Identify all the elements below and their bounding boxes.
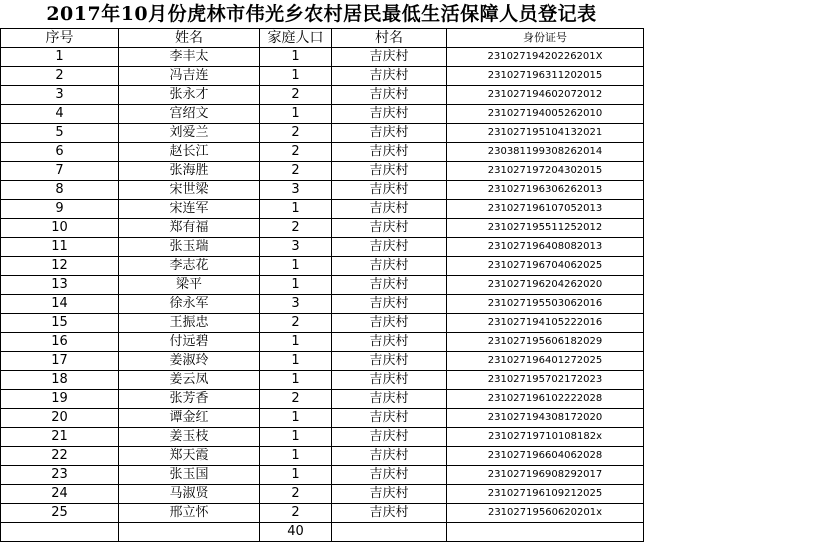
cell-family[interactable]: 1 bbox=[260, 276, 332, 295]
cell-id[interactable]: 231027195104132021 bbox=[447, 124, 644, 143]
registry-table bbox=[0, 28, 644, 542]
cell-village[interactable]: 吉庆村 bbox=[332, 485, 447, 504]
cell-name[interactable]: 郑有福 bbox=[119, 219, 260, 238]
cell-family[interactable]: 1 bbox=[260, 466, 332, 485]
cell-name[interactable]: 郑天霞 bbox=[119, 447, 260, 466]
cell-village[interactable]: 吉庆村 bbox=[332, 276, 447, 295]
cell-id[interactable]: 230381199308262014 bbox=[447, 143, 644, 162]
cell-family[interactable]: 2 bbox=[260, 124, 332, 143]
cell-village[interactable]: 吉庆村 bbox=[332, 124, 447, 143]
cell-village[interactable]: 吉庆村 bbox=[332, 143, 447, 162]
cell-name[interactable]: 赵长江 bbox=[119, 143, 260, 162]
cell-family[interactable]: 2 bbox=[260, 219, 332, 238]
cell-id[interactable]: 231027195606182029 bbox=[447, 333, 644, 352]
cell-name[interactable]: 李志花 bbox=[119, 257, 260, 276]
cell-id[interactable]: 231027196908292017 bbox=[447, 466, 644, 485]
cell-seq[interactable]: 3 bbox=[1, 86, 119, 105]
table-row bbox=[1, 200, 644, 219]
cell-family[interactable]: 3 bbox=[260, 295, 332, 314]
cell-seq[interactable]: 15 bbox=[1, 314, 119, 333]
header-id[interactable]: 身份证号 bbox=[447, 29, 644, 48]
total-seq-cell[interactable] bbox=[1, 523, 119, 542]
cell-name[interactable]: 冯吉连 bbox=[119, 67, 260, 86]
cell-name[interactable]: 谭金红 bbox=[119, 409, 260, 428]
cell-village[interactable]: 吉庆村 bbox=[332, 466, 447, 485]
cell-id[interactable]: 231027194308172020 bbox=[447, 409, 644, 428]
cell-name[interactable]: 张玉瑞 bbox=[119, 238, 260, 257]
cell-seq[interactable]: 18 bbox=[1, 371, 119, 390]
cell-seq[interactable]: 1 bbox=[1, 48, 119, 67]
cell-name[interactable]: 邢立怀 bbox=[119, 504, 260, 523]
cell-id[interactable]: 231027195702172023 bbox=[447, 371, 644, 390]
table-row bbox=[1, 219, 644, 238]
cell-name[interactable]: 张玉国 bbox=[119, 466, 260, 485]
cell-name[interactable]: 梁平 bbox=[119, 276, 260, 295]
cell-seq[interactable]: 4 bbox=[1, 105, 119, 124]
header-seq[interactable]: 序号 bbox=[1, 29, 119, 48]
cell-name[interactable]: 姜淑玲 bbox=[119, 352, 260, 371]
cell-id[interactable]: 231027196107052013 bbox=[447, 200, 644, 219]
cell-village[interactable]: 吉庆村 bbox=[332, 257, 447, 276]
cell-village[interactable]: 吉庆村 bbox=[332, 105, 447, 124]
table-body bbox=[1, 48, 644, 523]
table-row bbox=[1, 485, 644, 504]
cell-family[interactable]: 2 bbox=[260, 504, 332, 523]
cell-seq[interactable]: 7 bbox=[1, 162, 119, 181]
cell-village[interactable]: 吉庆村 bbox=[332, 314, 447, 333]
cell-name[interactable]: 马淑贤 bbox=[119, 485, 260, 504]
table-row bbox=[1, 48, 644, 67]
cell-seq[interactable]: 16 bbox=[1, 333, 119, 352]
cell-seq[interactable]: 20 bbox=[1, 409, 119, 428]
cell-id[interactable]: 231027196604062028 bbox=[447, 447, 644, 466]
cell-seq[interactable]: 21 bbox=[1, 428, 119, 447]
cell-name[interactable]: 张芳香 bbox=[119, 390, 260, 409]
cell-village[interactable]: 吉庆村 bbox=[332, 333, 447, 352]
table-row bbox=[1, 276, 644, 295]
cell-name[interactable]: 姜玉枝 bbox=[119, 428, 260, 447]
cell-family[interactable]: 3 bbox=[260, 238, 332, 257]
cell-id[interactable]: 23102719420226201X bbox=[447, 48, 644, 67]
cell-id[interactable]: 231027196704062025 bbox=[447, 257, 644, 276]
cell-name[interactable]: 付远碧 bbox=[119, 333, 260, 352]
cell-id[interactable]: 231027196306262013 bbox=[447, 181, 644, 200]
cell-id[interactable]: 231027197204302015 bbox=[447, 162, 644, 181]
cell-id[interactable]: 23102719560620201x bbox=[447, 504, 644, 523]
cell-id[interactable]: 231027194005262010 bbox=[447, 105, 644, 124]
cell-village[interactable]: 吉庆村 bbox=[332, 86, 447, 105]
cell-seq[interactable]: 12 bbox=[1, 257, 119, 276]
cell-family[interactable]: 1 bbox=[260, 257, 332, 276]
cell-village[interactable]: 吉庆村 bbox=[332, 181, 447, 200]
cell-village[interactable]: 吉庆村 bbox=[332, 409, 447, 428]
cell-village[interactable]: 吉庆村 bbox=[332, 48, 447, 67]
cell-seq[interactable]: 2 bbox=[1, 67, 119, 86]
cell-id[interactable]: 23102719710108182x bbox=[447, 428, 644, 447]
cell-family[interactable]: 1 bbox=[260, 409, 332, 428]
cell-id[interactable]: 231027196102222028 bbox=[447, 390, 644, 409]
cell-id[interactable]: 231027196109212025 bbox=[447, 485, 644, 504]
table-row bbox=[1, 143, 644, 162]
table-row bbox=[1, 409, 644, 428]
cell-family[interactable]: 1 bbox=[260, 200, 332, 219]
cell-village[interactable]: 吉庆村 bbox=[332, 390, 447, 409]
cell-seq[interactable]: 6 bbox=[1, 143, 119, 162]
cell-seq[interactable]: 19 bbox=[1, 390, 119, 409]
cell-family[interactable]: 1 bbox=[260, 371, 332, 390]
cell-family[interactable]: 2 bbox=[260, 485, 332, 504]
cell-family[interactable]: 1 bbox=[260, 352, 332, 371]
cell-id[interactable]: 231027195511252012 bbox=[447, 219, 644, 238]
cell-village[interactable]: 吉庆村 bbox=[332, 447, 447, 466]
table-row bbox=[1, 371, 644, 390]
cell-seq[interactable]: 10 bbox=[1, 219, 119, 238]
cell-id[interactable]: 231027194602072012 bbox=[447, 86, 644, 105]
total-id-cell[interactable] bbox=[447, 523, 644, 542]
table-row bbox=[1, 257, 644, 276]
header-name[interactable]: 姓名 bbox=[119, 29, 260, 48]
cell-seq[interactable]: 13 bbox=[1, 276, 119, 295]
cell-name[interactable]: 张海胜 bbox=[119, 162, 260, 181]
cell-seq[interactable]: 25 bbox=[1, 504, 119, 523]
table-row bbox=[1, 390, 644, 409]
table-row bbox=[1, 428, 644, 447]
cell-seq[interactable]: 14 bbox=[1, 295, 119, 314]
cell-name[interactable]: 徐永军 bbox=[119, 295, 260, 314]
cell-village[interactable]: 吉庆村 bbox=[332, 238, 447, 257]
header-family[interactable]: 家庭人口 bbox=[260, 29, 332, 48]
cell-name[interactable]: 宋世梁 bbox=[119, 181, 260, 200]
cell-seq[interactable]: 24 bbox=[1, 485, 119, 504]
cell-village[interactable]: 吉庆村 bbox=[332, 352, 447, 371]
total-name-cell[interactable] bbox=[119, 523, 260, 542]
cell-id[interactable]: 231027196311202015 bbox=[447, 67, 644, 86]
cell-seq[interactable]: 11 bbox=[1, 238, 119, 257]
cell-seq[interactable]: 8 bbox=[1, 181, 119, 200]
cell-seq[interactable]: 22 bbox=[1, 447, 119, 466]
cell-name[interactable]: 李丰太 bbox=[119, 48, 260, 67]
cell-village[interactable]: 吉庆村 bbox=[332, 67, 447, 86]
cell-village[interactable]: 吉庆村 bbox=[332, 504, 447, 523]
header-row bbox=[1, 29, 644, 48]
table-row bbox=[1, 181, 644, 200]
cell-seq[interactable]: 5 bbox=[1, 124, 119, 143]
table-row bbox=[1, 105, 644, 124]
cell-family[interactable]: 2 bbox=[260, 86, 332, 105]
table-row bbox=[1, 238, 644, 257]
table-row bbox=[1, 86, 644, 105]
cell-family[interactable]: 3 bbox=[260, 181, 332, 200]
cell-village[interactable]: 吉庆村 bbox=[332, 162, 447, 181]
cell-name[interactable]: 宫绍文 bbox=[119, 105, 260, 124]
table-row bbox=[1, 504, 644, 523]
cell-id[interactable]: 231027196204262020 bbox=[447, 276, 644, 295]
cell-id[interactable]: 231027194105222016 bbox=[447, 314, 644, 333]
cell-family[interactable]: 1 bbox=[260, 333, 332, 352]
table-row bbox=[1, 466, 644, 485]
table-row bbox=[1, 162, 644, 181]
table-row bbox=[1, 352, 644, 371]
cell-family[interactable]: 2 bbox=[260, 390, 332, 409]
table-row bbox=[1, 124, 644, 143]
cell-family[interactable]: 2 bbox=[260, 162, 332, 181]
header-village[interactable]: 村名 bbox=[332, 29, 447, 48]
cell-family[interactable]: 1 bbox=[260, 48, 332, 67]
cell-name[interactable]: 姜云凤 bbox=[119, 371, 260, 390]
table-row bbox=[1, 333, 644, 352]
cell-village[interactable]: 吉庆村 bbox=[332, 295, 447, 314]
cell-family[interactable]: 1 bbox=[260, 447, 332, 466]
table-row bbox=[1, 314, 644, 333]
cell-name[interactable]: 张永才 bbox=[119, 86, 260, 105]
cell-village[interactable]: 吉庆村 bbox=[332, 371, 447, 390]
cell-village[interactable]: 吉庆村 bbox=[332, 200, 447, 219]
cell-family[interactable]: 1 bbox=[260, 428, 332, 447]
cell-family[interactable]: 2 bbox=[260, 314, 332, 333]
cell-seq[interactable]: 9 bbox=[1, 200, 119, 219]
cell-id[interactable]: 231027195503062016 bbox=[447, 295, 644, 314]
cell-village[interactable]: 吉庆村 bbox=[332, 219, 447, 238]
cell-seq[interactable]: 17 bbox=[1, 352, 119, 371]
cell-family[interactable]: 1 bbox=[260, 105, 332, 124]
cell-name[interactable]: 王振忠 bbox=[119, 314, 260, 333]
table-row bbox=[1, 295, 644, 314]
cell-name[interactable]: 宋连军 bbox=[119, 200, 260, 219]
cell-family[interactable]: 1 bbox=[260, 67, 332, 86]
table-row bbox=[1, 67, 644, 86]
total-row bbox=[1, 523, 644, 542]
sheet-title: 2017年10月份虎林市伟光乡农村居民最低生活保障人员登记表 bbox=[46, 3, 597, 25]
cell-seq[interactable]: 23 bbox=[1, 466, 119, 485]
cell-id[interactable]: 231027196408082013 bbox=[447, 238, 644, 257]
cell-name[interactable]: 刘爱兰 bbox=[119, 124, 260, 143]
table-row bbox=[1, 447, 644, 466]
cell-id[interactable]: 231027196401272025 bbox=[447, 352, 644, 371]
cell-village[interactable]: 吉庆村 bbox=[332, 428, 447, 447]
cell-family[interactable]: 2 bbox=[260, 143, 332, 162]
total-family-cell[interactable]: 40 bbox=[260, 523, 332, 542]
total-village-cell[interactable] bbox=[332, 523, 447, 542]
